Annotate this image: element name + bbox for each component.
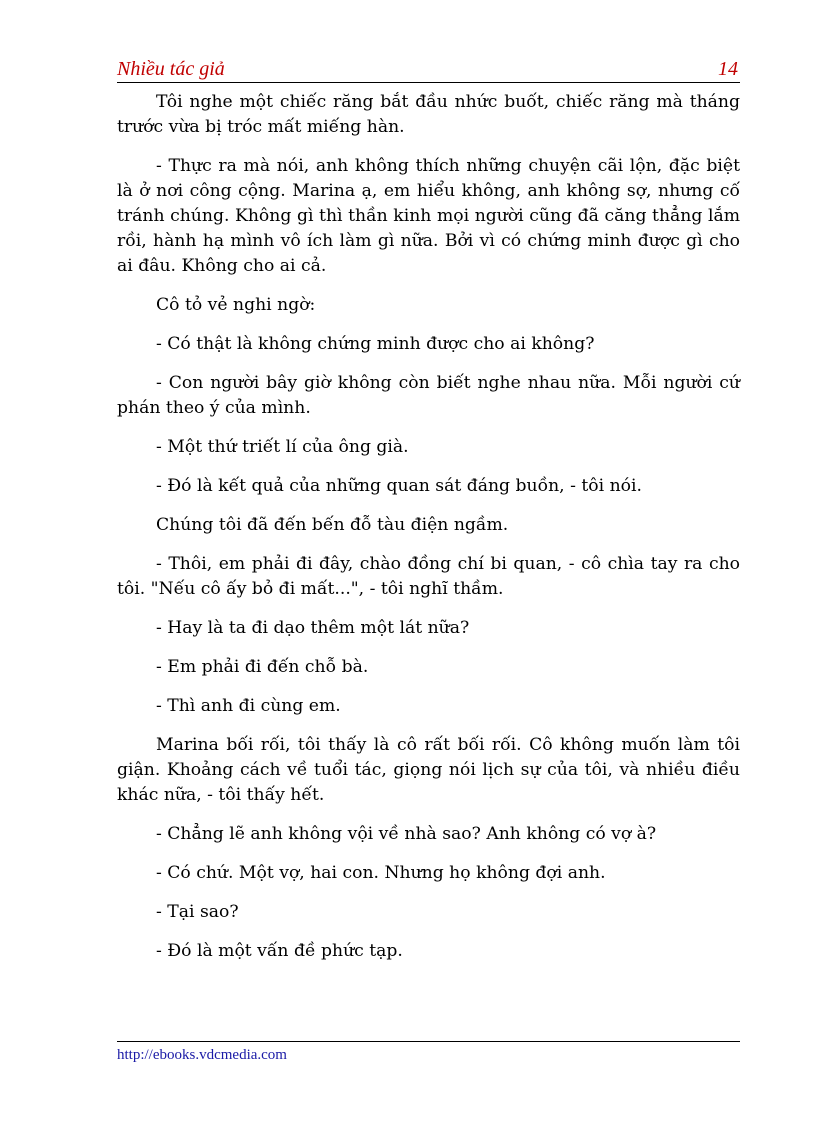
book-author-title: Nhiều tác giả bbox=[117, 58, 225, 80]
paragraph: Marina bối rối, tôi thấy là cô rất bối rối. Cô không muốn làm tôi giận. Khoảng cách về tuổi tác, giọng nói lịch sự của tôi, và nhiều điều khác nữa, - tôi thấy hết. bbox=[117, 735, 740, 805]
paragraph: - Có thật là không chứng minh được cho ai không? bbox=[156, 334, 595, 354]
page-number: 14 bbox=[718, 58, 738, 80]
paragraph: - Con người bây giờ không còn biết nghe nhau nữa. Mỗi người cứ phán theo ý của mình. bbox=[117, 373, 740, 418]
paragraph: - Chẳng lẽ anh không vội về nhà sao? Anh không có vợ à? bbox=[156, 824, 657, 844]
page-header bbox=[117, 58, 740, 83]
paragraph: - Đó là một vấn đề phức tạp. bbox=[156, 941, 403, 961]
paragraph: - Một thứ triết lí của ông già. bbox=[156, 437, 409, 457]
footer-divider bbox=[117, 1041, 740, 1042]
paragraph: Chúng tôi đã đến bến đỗ tàu điện ngầm. bbox=[156, 515, 509, 535]
paragraph: Cô tỏ vẻ nghi ngờ: bbox=[156, 295, 316, 315]
paragraph: - Có chứ. Một vợ, hai con. Nhưng họ không đợi anh. bbox=[156, 863, 606, 883]
paragraph: - Hay là ta đi dạo thêm một lát nữa? bbox=[156, 618, 470, 638]
paragraph: - Em phải đi đến chỗ bà. bbox=[156, 657, 369, 677]
paragraph: - Thôi, em phải đi đây, chào đồng chí bi quan, - cô chìa tay ra cho tôi. "Nếu cô ấy bỏ đi mất...", - tôi nghĩ thầm. bbox=[117, 554, 740, 599]
paragraph: Tôi nghe một chiếc răng bắt đầu nhức buốt, chiếc răng mà tháng trước vừa bị tróc mất miếng hàn. bbox=[117, 92, 740, 137]
paragraph: - Thực ra mà nói, anh không thích những chuyện cãi lộn, đặc biệt là ở nơi công cộng. Marina ạ, em hiểu không, anh không sợ, nhưng cố tránh chúng. Không gì thì thần kinh mọi người cũng đã căng thẳng lắm rồi, hành hạ mình vô ích làm gì nữa. Bởi vì có chứng minh được gì cho ai đâu. Không cho ai cả. bbox=[117, 156, 740, 276]
paragraph: - Tại sao? bbox=[156, 902, 239, 922]
page-body bbox=[117, 90, 740, 978]
paragraph: - Thì anh đi cùng em. bbox=[156, 696, 341, 716]
footer-link[interactable]: http://ebooks.vdcmedia.com bbox=[117, 1047, 287, 1063]
paragraph: - Đó là kết quả của những quan sát đáng buồn, - tôi nói. bbox=[156, 476, 642, 496]
